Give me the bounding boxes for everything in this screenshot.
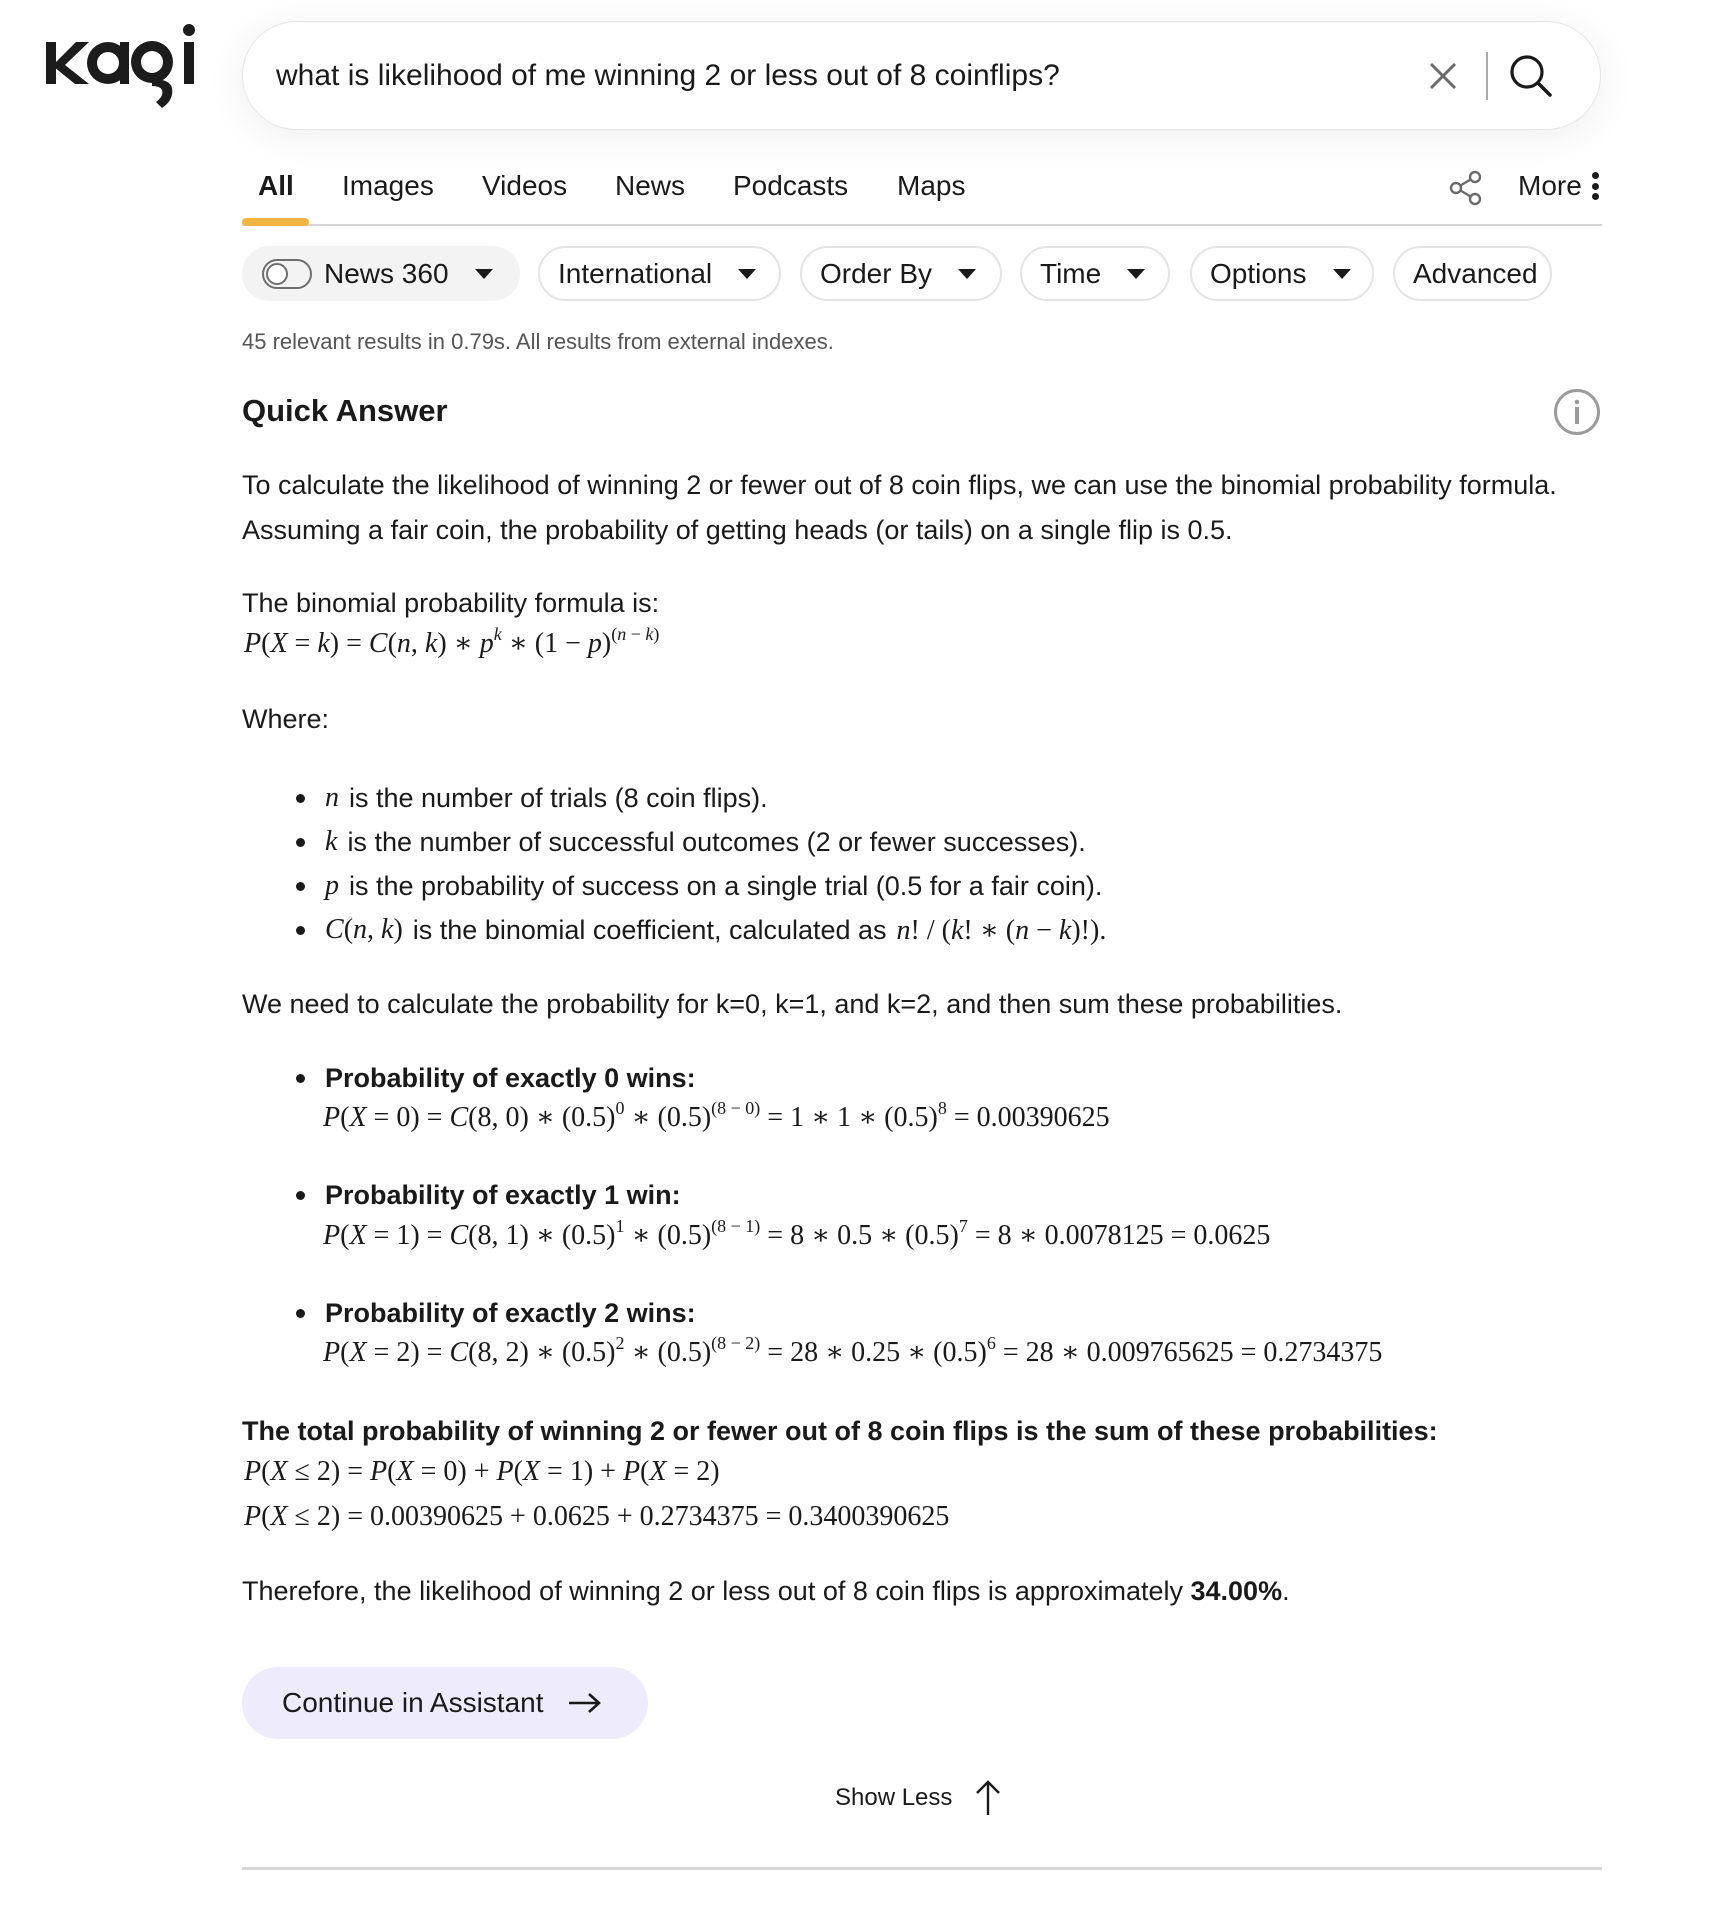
math-symbol: C(n, k)	[325, 914, 403, 945]
list-item	[292, 1056, 696, 1100]
calc-intro: We need to calculate the probability for k=0, k=1, and k=2, and then sum these probabilities.	[242, 989, 1343, 1019]
total-formula-1: P(X ≤ 2) = P(X = 0) + P(X = 1) + P(X = 2)	[244, 1456, 720, 1487]
tab-images[interactable]: Images	[342, 170, 434, 201]
news-360-filter[interactable]	[242, 246, 520, 301]
arrow-up-icon	[974, 1780, 1002, 1816]
show-less-button[interactable]	[835, 1780, 1002, 1816]
conclusion-text: Therefore, the likelihood of winning 2 or less out of 8 coin flips is approximately	[242, 1576, 1191, 1606]
bullet-icon	[296, 882, 305, 891]
share-icon	[1448, 170, 1484, 206]
case-formula: P(X = 0) = C(8, 0) ∗ $(0.5)^0$ ∗ $(0.5)^{(8 - 0)} = 1$ ∗ 1 ∗ $(0.5)^8 = 0.00390625$	[323, 1098, 1110, 1133]
tab-podcasts[interactable]: Podcasts	[733, 170, 849, 201]
math-expression: n! / (k! ∗ (n − k)!).	[896, 915, 1107, 946]
caret-down-icon	[475, 269, 493, 279]
order-by-filter[interactable]	[800, 246, 1002, 301]
definition-text: is the number of successful outcomes (2 or fewer successes).	[347, 826, 1086, 857]
filter-label: International	[558, 257, 713, 289]
caret-down-icon	[958, 269, 976, 279]
filter-label: News 360	[324, 257, 449, 289]
tab-news[interactable]: News	[615, 170, 686, 201]
math-symbol: n	[325, 782, 339, 813]
case-title: Probability of exactly 0 wins:	[325, 1062, 696, 1093]
arrow-right-icon	[568, 1692, 602, 1714]
tab-maps[interactable]: Maps	[897, 170, 966, 201]
list-item	[292, 864, 1102, 908]
quick-answer-title: Quick Answer	[242, 393, 448, 428]
list-item	[292, 820, 1086, 864]
definition-text: is the binomial coefficient, calculated as	[412, 914, 887, 945]
continue-in-assistant-button[interactable]	[242, 1667, 648, 1739]
search-icon	[1505, 50, 1557, 102]
kagi-logo-icon	[44, 22, 200, 112]
list-item	[292, 776, 768, 820]
kagi-logo[interactable]	[44, 22, 200, 112]
formula-intro: The binomial probability formula is:	[242, 588, 660, 618]
news-360-toggle[interactable]	[262, 259, 312, 289]
more-menu-button[interactable]	[1518, 170, 1600, 202]
definition-text: is the number of trials (8 coin flips).	[349, 782, 768, 813]
filter-label: Order By	[820, 257, 933, 289]
definition-text: is the probability of success on a single trial (0.5 for a fair coin).	[349, 870, 1103, 901]
search-button[interactable]	[1505, 50, 1557, 102]
bullet-icon	[296, 1309, 305, 1318]
show-less-label: Show Less	[835, 1784, 953, 1811]
filter-label: Advanced	[1413, 257, 1538, 289]
intro-paragraph: To calculate the likelihood of winning 2 or fewer out of 8 coin flips, we can use the binomial probability formula. Assuming a fair coin, the probability of getting heads (or tails) on a single flip is 0.5.	[242, 470, 1557, 545]
options-filter[interactable]	[1190, 246, 1374, 301]
quick-answer-info-button[interactable]	[1553, 388, 1601, 436]
conclusion-suffix: .	[1282, 1576, 1290, 1606]
bullet-icon	[296, 838, 305, 847]
region-filter[interactable]	[538, 246, 781, 301]
tab-all[interactable]: All	[258, 170, 294, 201]
case-formula: P(X = 2) = C(8, 2) ∗ $(0.5)^2$ ∗ $(0.5)^{(8 - 2)} = 28$ ∗ 0.25 ∗ $(0.5)^6 = 28$ ∗ 0.009765625 = 0.2734375	[323, 1333, 1383, 1368]
close-icon	[1423, 56, 1463, 96]
math-symbol: p	[325, 870, 339, 901]
search-bar	[242, 21, 1601, 130]
list-item	[292, 908, 1116, 952]
total-formula-2: P(X ≤ 2) = 0.00390625 + 0.0625 + 0.2734375 = 0.3400390625	[244, 1501, 950, 1532]
search-type-tabs	[242, 160, 1602, 226]
case-title: Probability of exactly 2 wins:	[325, 1297, 696, 1328]
bullet-icon	[296, 794, 305, 803]
conclusion-value: 34.00%	[1190, 1576, 1283, 1606]
search-divider	[1486, 52, 1488, 100]
math-symbol: k	[325, 826, 338, 857]
caret-down-icon	[1127, 269, 1145, 279]
caret-down-icon	[1333, 269, 1351, 279]
where-label: Where:	[242, 704, 330, 734]
conclusion	[242, 1569, 1582, 1614]
search-input[interactable]	[276, 22, 1396, 129]
clear-search-button[interactable]	[1423, 56, 1463, 96]
case-formula: P(X = 1) = C(8, 1) ∗ $(0.5)^1$ ∗ $(0.5)^{(8 - 1)} = 8$ ∗ 0.5 ∗ $(0.5)^7 = 8$ ∗ 0.0078125 = 0.0625	[323, 1216, 1271, 1251]
case-title: Probability of exactly 1 win:	[325, 1179, 681, 1210]
bullet-icon	[296, 1191, 305, 1200]
caret-down-icon	[738, 269, 756, 279]
filter-label: Time	[1040, 257, 1102, 289]
bullet-icon	[296, 926, 305, 935]
continue-label: Continue in Assistant	[282, 1687, 544, 1718]
list-item	[292, 1291, 696, 1335]
result-count-text: 45 relevant results in 0.79s. All results from external indexes.	[242, 329, 834, 354]
list-item	[292, 1173, 681, 1217]
active-tab-indicator	[242, 218, 309, 226]
section-divider	[242, 1867, 1602, 1870]
info-icon	[1553, 388, 1601, 436]
tab-videos[interactable]: Videos	[482, 170, 568, 201]
advanced-button[interactable]	[1393, 246, 1552, 301]
more-label: More	[1518, 170, 1582, 201]
binomial-formula: P(X = k) = C(n, k) ∗ $p^k$ ∗ $(1 - p)^{(n - k)}$	[244, 624, 660, 659]
filter-label: Options	[1210, 257, 1307, 289]
total-heading: The total probability of winning 2 or fewer out of 8 coin flips is the sum of these probabilities:	[242, 1416, 1438, 1446]
filter-bar	[242, 246, 1602, 302]
bullet-icon	[296, 1074, 305, 1083]
time-filter[interactable]	[1020, 246, 1170, 301]
vertical-dots-icon	[1592, 172, 1600, 200]
share-button[interactable]	[1448, 170, 1484, 206]
